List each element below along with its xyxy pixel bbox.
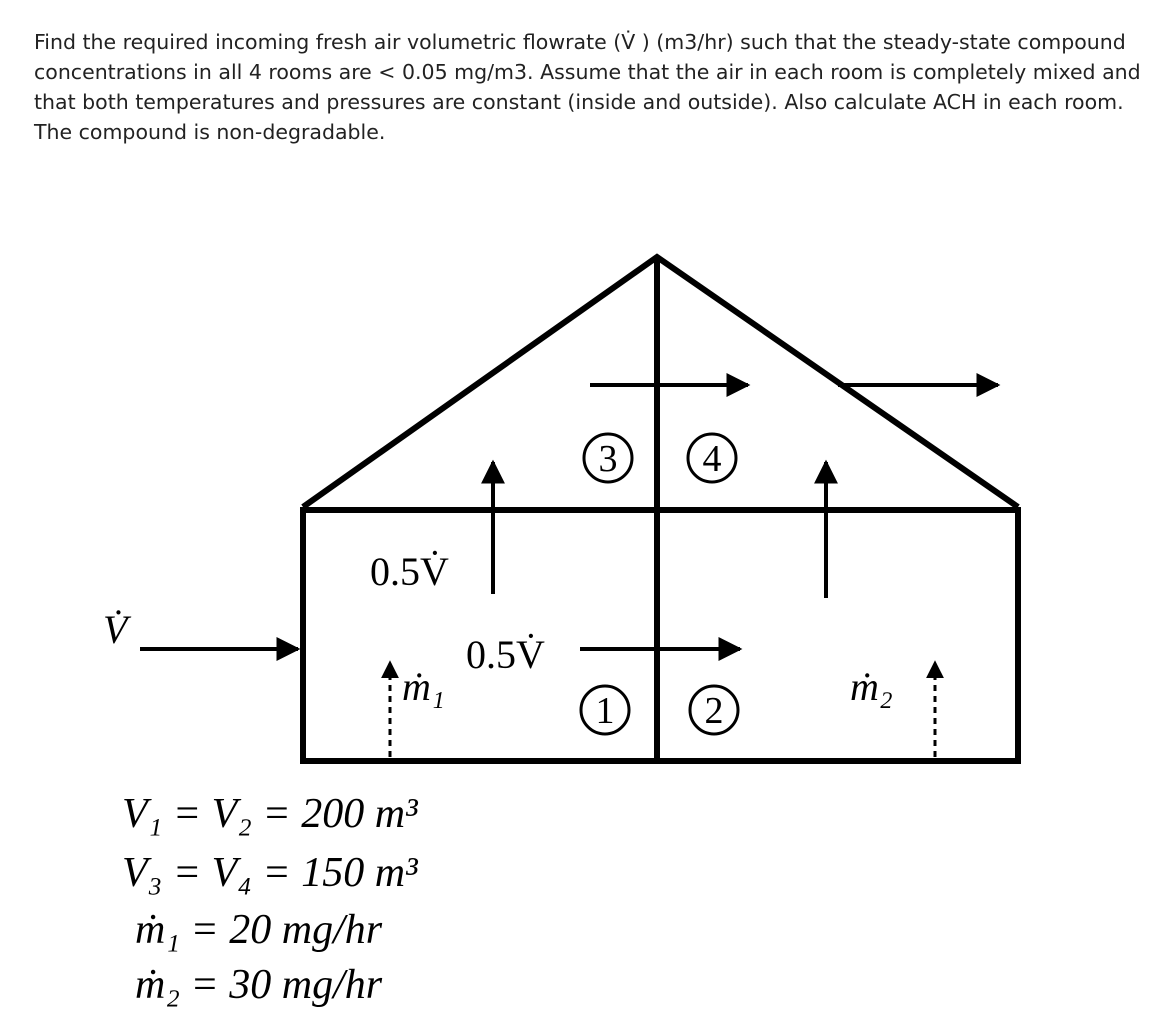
given-source-1: ṁ₁ = 20 mg/hr (135, 907, 383, 953)
room-4-number: 4 (702, 438, 722, 480)
problem-statement: Find the required incoming fresh air volumetric flowrate (V̇ ) (m3/hr) such that the steady-state compound concentrations in all 4 rooms are < 0.05 mg/m3. Assume that the air in each room is completely mixed and that both temperatures and pressures are constant (inside and outside). Also calculate ACH in each room. The compound is non-degradable. (34, 30, 1141, 144)
given-volumes-1-2: V₁ = V₂ = 200 m³ (122, 791, 418, 837)
given-source-2: ṁ₂ = 30 mg/hr (135, 962, 383, 1008)
room-2-number: 2 (704, 690, 724, 732)
inflow-label: V̇ (103, 607, 128, 652)
source2-label: ṁ₂ (850, 664, 893, 709)
room-1-number: 1 (595, 690, 615, 732)
source1-label: ṁ₁ (402, 664, 445, 709)
room-3-marker (584, 434, 632, 482)
given-volumes-3-4: V₃ = V₄ = 150 m³ (122, 850, 418, 896)
flow-up-label: 0.5V̇ (370, 549, 449, 594)
flow-right-label: 0.5V̇ (466, 632, 545, 677)
given-values (122, 791, 419, 1008)
room-3-number: 3 (598, 438, 618, 480)
room-4-marker (688, 434, 736, 482)
roof (303, 257, 1018, 507)
room-1-marker (581, 686, 629, 734)
room-2-marker (690, 686, 738, 734)
ground-floor-walls (303, 510, 1018, 761)
